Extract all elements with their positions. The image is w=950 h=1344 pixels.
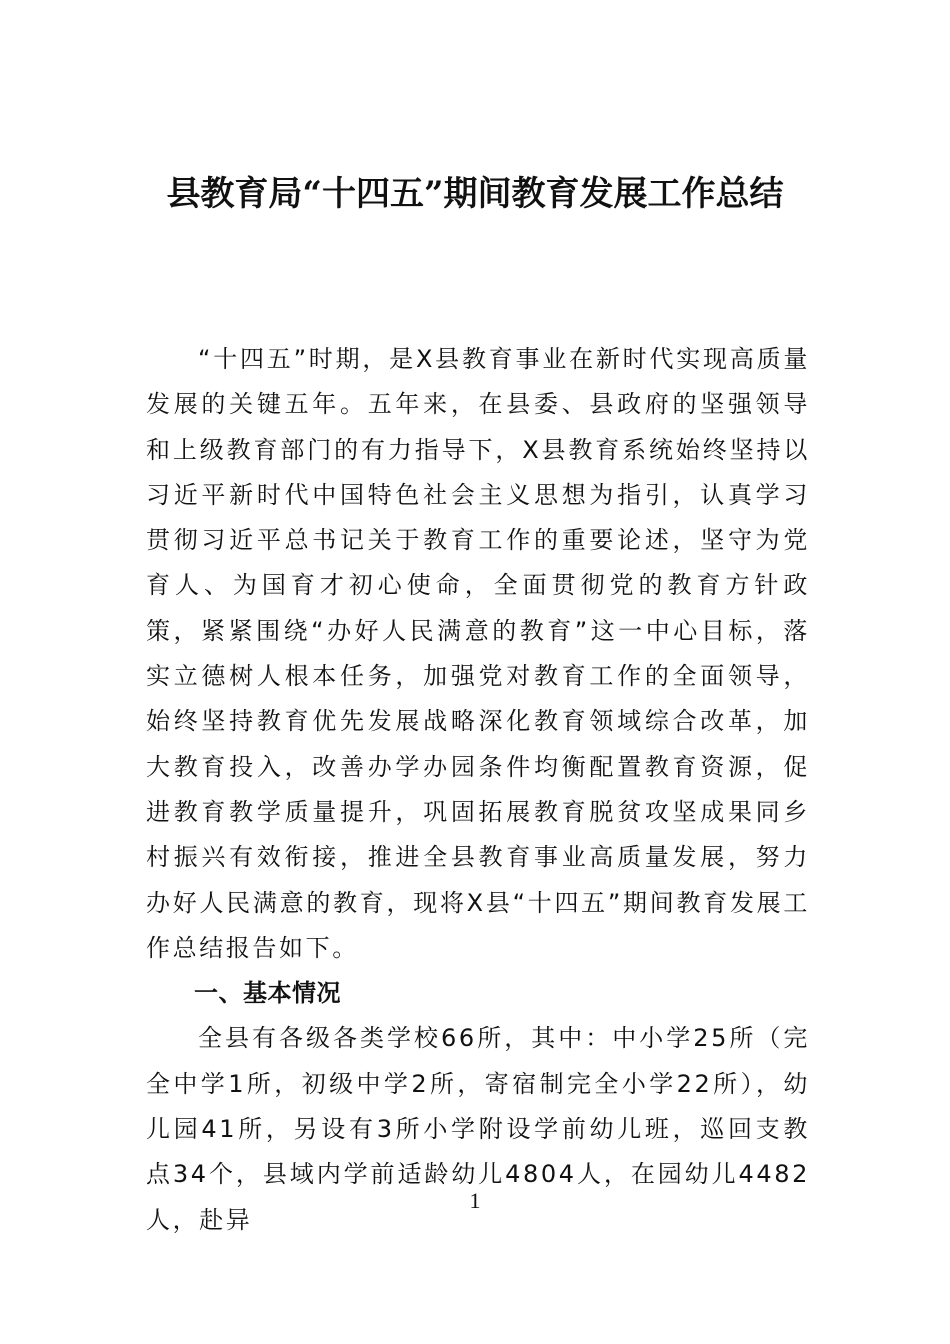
page-number: 1 — [469, 1188, 481, 1213]
intro-paragraph: “十四五”时期，是X县教育事业在新时代实现高质量发展的关键五年。五年来，在县委、县政府的坚强领导和上级教育部门的有力指导下，X县教育系统始终坚持以习近平新时代中国特色社会主义思想为指引，认真学习贯彻习近平总书记关于教育工作的重要论述，坚守为党育人、为国育才初心使命，全面贯彻党的教育方针政策，紧紧围绕“办好人民满意的教育”这一中心目标，落实立德树人根本任务，加强党对教育工作的全面领导，始终坚持教育优先发展战略深化教育领域综合改革，加大教育投入，改善办学办园条件均衡配置教育资源，促进教育教学质量提升，巩固拓展教育脱贫攻坚成果同乡村振兴有效衔接，推进全县教育事业高质量发展，努力办好人民满意的教育，现将X县“十四五”期间教育发展工作总结报告如下。 — [146, 345, 810, 962]
section-heading-basic-info: 一、基本情况 — [194, 979, 341, 1008]
document-body — [146, 337, 810, 1243]
basic-info-paragraph: 全县有各级各类学校66所，其中：中小学25所（完全中学1所，初级中学2所，寄宿制完全小学22所），幼儿园41所，另设有3所小学附设学前幼儿班，巡回支教点34个，县域内学前适龄幼儿4804人，在园幼儿4482人，赴异 — [146, 1024, 810, 1234]
document-title: 县教育局“十四五”期间教育发展工作总结 — [166, 174, 784, 214]
